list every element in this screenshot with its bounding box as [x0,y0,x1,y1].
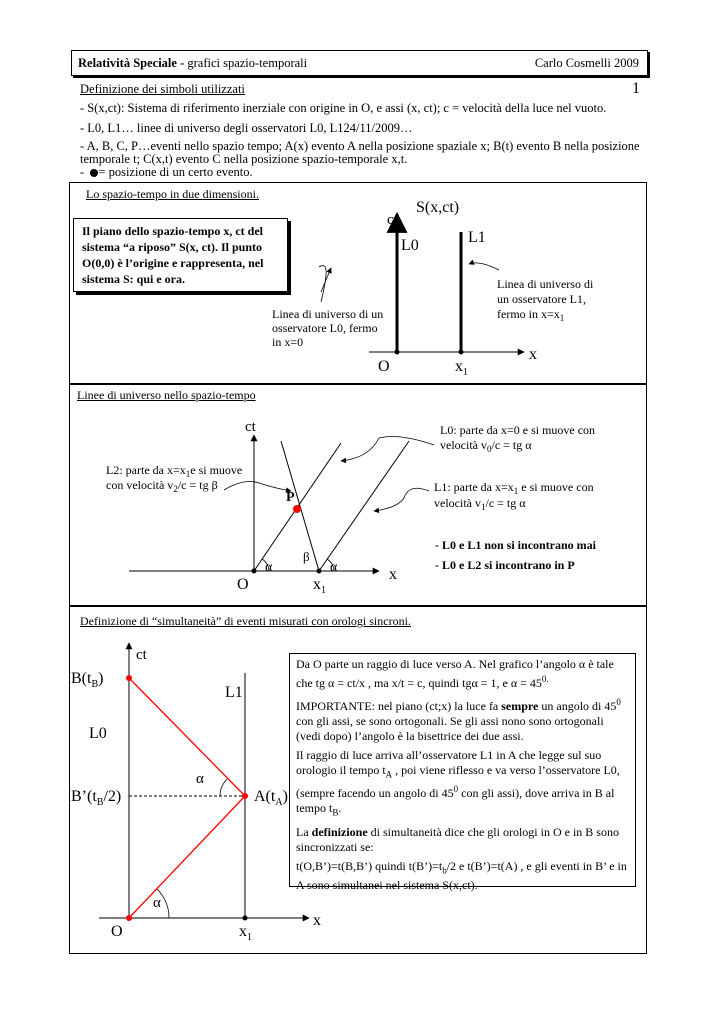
alpha-label-1: α [265,560,273,575]
note-L1-moving-line-2: velocità $v_1/c$ = tg α [434,496,526,512]
event-A-label: $A(t_A)$ [254,788,288,808]
arrow-to-L1 [469,263,499,270]
arrow-to-L0-moving [341,437,434,461]
header-title: Relatività Speciale - grafici spazio-temporali [78,56,308,70]
note-L0-line-1: Linea di universo di un [272,307,384,321]
L1-label-3: L1 [225,684,243,701]
L1-label: L1 [468,229,486,246]
definition-line-3b: temporale t; C(x,t) evento C nella posizione spazio-temporale x,t. [80,152,408,166]
explanation-para-1: Da O parte un raggio di luce verso A. Nel grafico l’angolo α è tale che tg α = ct/x , ma x/t = c, quindi tgα = 1, e $\alpha = 45^{0.}$ [296,657,614,690]
note-L0-line-3: in x=0 [272,335,304,349]
origin-dot [395,350,400,355]
x1-label-3: $x_1$ [239,923,252,943]
worldline-L1-moving [319,441,409,571]
definition-line-1: - S(x,ct): Sistema di riferimento inerziale con origine in O, e assi (x, ct); c = velocità della luce nel vuoto. [80,101,607,115]
definitions-heading: Definizione dei simboli utilizzati [80,82,245,96]
panel1-heading: Lo spazio-tempo in due dimensioni. [86,187,259,201]
panel3-heading: Definizione di “simultaneità” di eventi misurati con orologi sincroni. [80,614,411,628]
note-L1-line-3: fermo in $x=x_1$ [497,307,565,323]
event-A-dot [242,793,248,799]
alpha-arc-A [220,779,227,796]
alpha-label-O: α [153,895,161,911]
system-label: S(x,ct) [416,199,460,216]
explanation-para-5: t(O,B’)=t(B,B’) quindi $t(B’)=t_b/2$ e t(B’)=t(A) , e gli eventi in B’ e in A sono simultanei nel sistema S(x,ct). [296,858,627,893]
conclusion-1: - L0 e L1 non si incontrano mai [435,538,597,552]
axis-ct-label: ct [387,212,398,228]
definition-line-3a: - A, B, C, P…eventi nello spazio tempo; A(x) evento A nella posizione spaziale x; B(t) evento B nella posizione [80,139,640,153]
event-B-dot [126,675,132,681]
note-L1-moving-line-1: L1: parte da $x=x_1$ e si muove con [434,480,594,496]
panel1-info-box: Il piano dello spazio-tempo x, ct del sistema “a riposo” S(x, ct). Il punto O(0,0) è l’origine e rappresenta, nel sistema S: qui e ora. [73,218,288,292]
axis-x-label-3: x [313,912,321,929]
x1-label: $x_1$ [455,358,468,378]
note-L1-line-1: Linea di universo di [497,277,594,291]
x1-dot-2 [317,569,322,574]
alpha-label-A: α [196,771,204,787]
panel2-heading: Linee di universo nello spazio-tempo [77,388,256,402]
alpha-label-2: α [330,560,338,575]
page-number: 1 [632,80,640,97]
panel2-diagram [69,383,645,605]
origin-label: O [378,358,390,375]
x1-dot [459,350,464,355]
conclusion-2: - L0 e L2 si incontrano in P [435,558,575,572]
note-L2-line-1: L2: parte da $x=x_1e$ si muove [106,463,243,479]
x-axis-label: x [529,346,537,363]
x1-label-2: $x_1$ [313,576,326,596]
arrow-to-L0 [319,266,326,302]
axis-ct-label-2: ct [245,419,256,435]
x1-dot-3 [243,916,248,921]
origin-label-2: O [237,576,249,593]
page-header [71,50,648,76]
origin-label-3: O [111,923,123,940]
header-author: Carlo Cosmelli 2009 [534,56,639,70]
panel1-diagram [69,182,645,383]
definition-line-2: - L0, L1… linee di universo degli osservatori L0, L124/11/2009… [80,121,413,135]
origin-dot-2 [252,569,257,574]
worldline-L2 [281,441,319,571]
event-B-label: $B(t_B)$ [71,670,104,690]
note-L0-line-2: osservatore L0, fermo [272,321,378,335]
event-P-label: P [286,490,295,505]
event-B2-label: $B’(t_B/2)$ [71,788,122,808]
explanation-para-3: Il raggio di luce arriva all’osservatore L1 in A che legge sul suo orologio il tempo $t_A$ , poi viene riflesso e va verso l’osservatore L0, (sempre facendo un angolo di $45^0$ con gli assi), dove arriva in B al tempo $t_B$. [296,748,620,818]
note-L1-line-2: un osservatore L1, [497,292,586,306]
light-ray-O-to-A [129,796,245,918]
axis-ct-label-3: ct [136,647,147,663]
event-P-dot [293,505,301,513]
arrow-to-L2 [224,482,291,491]
arrow-to-L1-moving [374,488,429,511]
explanation-para-4: La definizione di simultaneità dice che gli orologi in O e in B sono sincronizzati se: [296,824,619,854]
beta-label: β [303,549,310,564]
note-L0-moving-line-1: L0: parte da x=0 e si muove con [440,423,596,437]
simultaneity-explanation [289,653,636,893]
explanation-para-2: IMPORTANTE: nel piano (ct;x) la luce fa sempre un angolo di $45^0$ con gli assi, se sono ortogonali. Se gli assi nono sono ortogonali (vedi dopo) l’angolo è la bisettrice dei due assi. [296,697,621,743]
origin-dot-3 [126,915,132,921]
axis-x-label-2: x [389,566,397,583]
L0-label: L0 [401,237,419,254]
L0-label-3: L0 [89,725,107,742]
definition-line-4: - = posizione di un certo evento. [80,165,253,179]
note-L2-line-2: con velocità $v_2/c$ = tg β [106,478,218,494]
note-L0-moving-line-2: velocità $v_0/c$ = tg α [440,438,532,454]
